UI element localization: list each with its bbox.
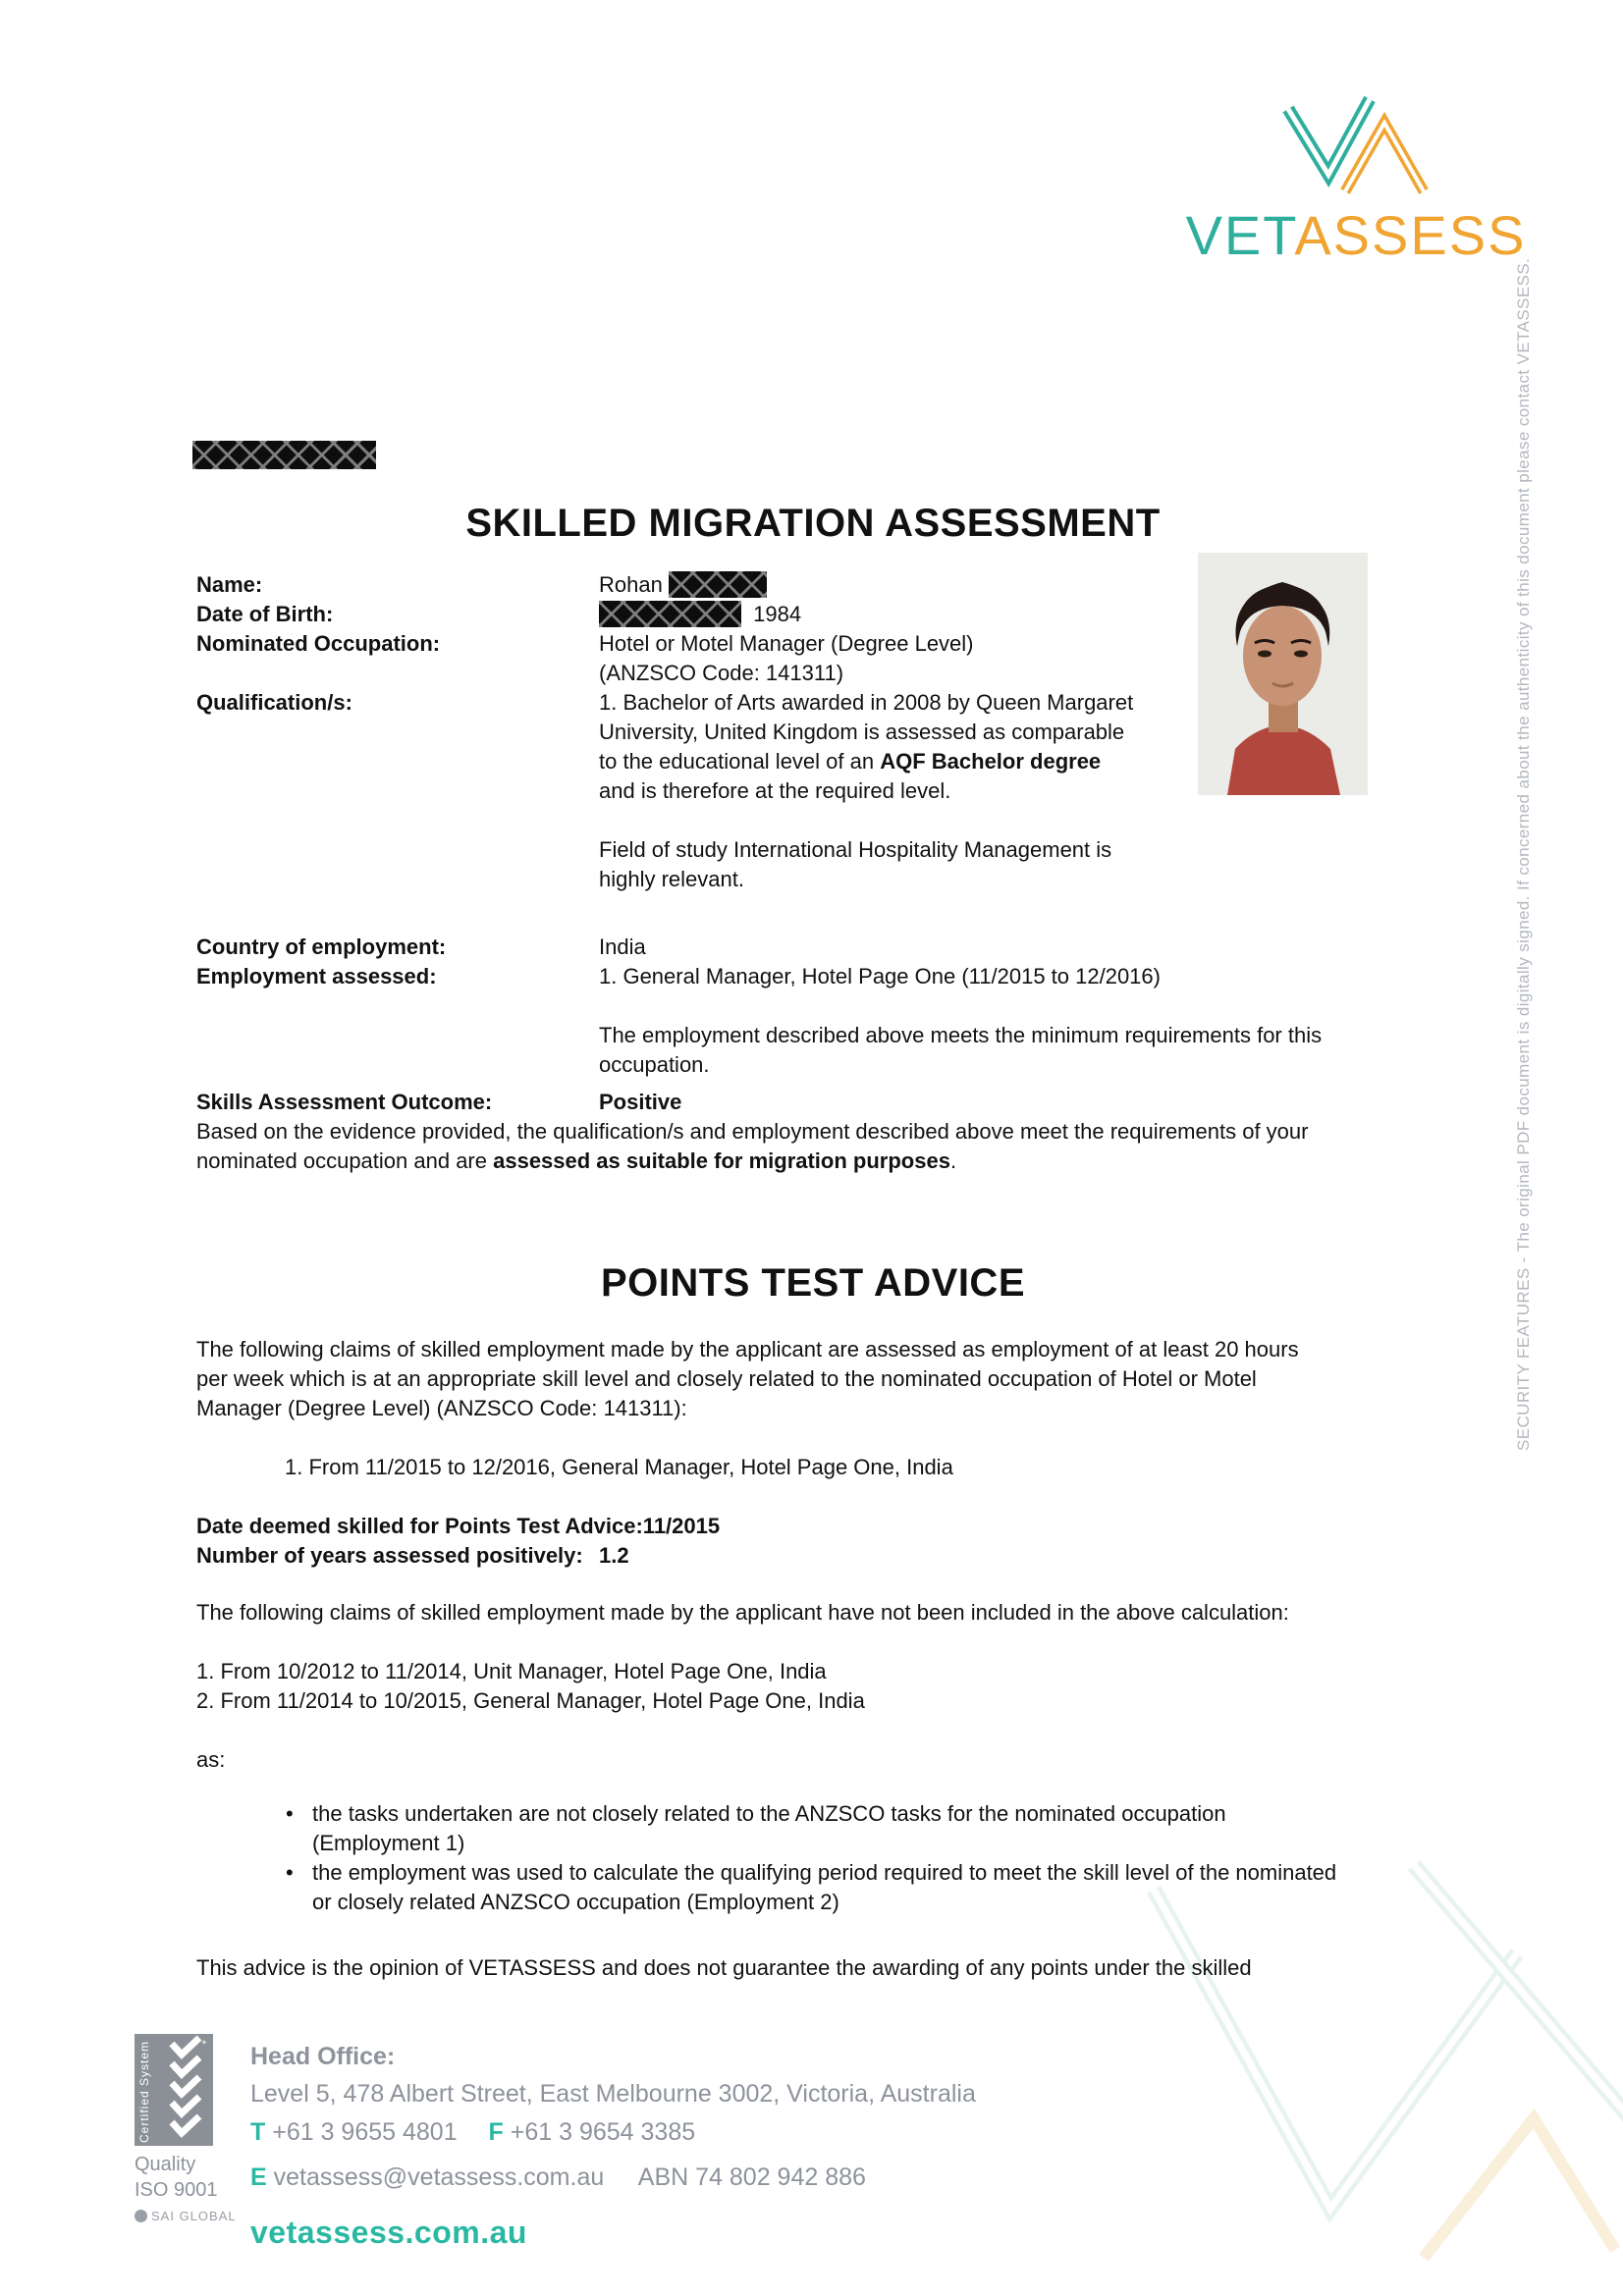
employment-note-text	[599, 1021, 1404, 1080]
security-features-sidebar: SECURITY FEATURES - The original PDF document is digitally signed. If concerned about the authenticity of this document please contact VETASSESS.	[1514, 257, 1533, 1451]
redacted-reference-block	[192, 441, 376, 469]
outcome-line2-bold: assessed as suitable for migration purposes	[493, 1148, 950, 1173]
cert-quality-label: Quality	[135, 2154, 196, 2175]
vetassess-logo-text	[1178, 206, 1534, 265]
phone-t-icon: T	[250, 2118, 266, 2146]
document-title: SKILLED MIGRATION ASSESSMENT	[465, 502, 1161, 545]
field-dob	[196, 600, 1404, 629]
points-summary	[196, 1512, 1404, 1571]
claim-included: 1. From 11/2015 to 12/2016, General Manager, Hotel Page One, India	[285, 1455, 953, 1479]
occupation-value	[599, 629, 1404, 688]
cert-sai-text: SAI GLOBAL	[151, 2209, 237, 2223]
bullet2-line1: • the employment was used to calculate the qualifying period required to meet the skill level of the nominated	[312, 1858, 1407, 1888]
outcome-value: Positive	[599, 1090, 682, 1114]
cert-sai-label	[135, 2209, 237, 2223]
email-address: vetassess@vetassess.com.au	[273, 2163, 605, 2191]
date-deemed-value: 11/2015	[642, 1514, 721, 1538]
date-deemed-label: Date deemed skilled for Points Test Advice:	[196, 1514, 643, 1538]
not-included-list	[196, 1657, 1404, 1716]
years-line	[196, 1541, 1404, 1571]
country-value: India	[599, 934, 646, 959]
outcome-line2-post: .	[949, 1148, 957, 1173]
not-included-item-2: 2. From 11/2014 to 10/2015, General Manager, Hotel Page One, India	[196, 1688, 865, 1713]
outcome-row	[196, 1088, 1404, 1117]
qualification-line1: 1. Bachelor of Arts awarded in 2008 by Queen Margaret	[599, 690, 1134, 715]
svg-text:+: +	[201, 2038, 207, 2049]
qualification-line3-pre: to the educational level of an	[599, 749, 881, 774]
outcome-line1: Based on the evidence provided, the qualification/s and employment described above meet the requirements of your	[196, 1119, 1309, 1144]
field-employment	[196, 962, 1404, 991]
svg-text:Certified System: Certified System	[137, 2040, 151, 2143]
bullet1-line2: (Employment 1)	[312, 1831, 465, 1855]
employment-note-line1: The employment described above meets the minimum requirements for this	[599, 1023, 1323, 1047]
email-line	[250, 2163, 866, 2192]
employment-label: Employment assessed:	[196, 964, 437, 988]
exclusion-reasons	[312, 1799, 1407, 1917]
iso-certification-logo	[135, 2034, 213, 2146]
pta-para1-line2: per week which is at an appropriate skill level and closely related to the nominated occupation of Hotel or Motel	[196, 1366, 1257, 1391]
field-of-study-line2: highly relevant.	[599, 867, 744, 891]
points-test-title: POINTS TEST ADVICE	[600, 1261, 1025, 1305]
outcome-line2-pre: nominated occupation and are	[196, 1148, 494, 1173]
abn-number: ABN 74 802 942 886	[637, 2163, 866, 2191]
redacted-name-block	[669, 571, 767, 598]
qualification-line3-bold: AQF Bachelor degree	[880, 749, 1102, 774]
employment-note-line2: occupation.	[599, 1052, 710, 1077]
bullet2-line2: or closely related ANZSCO occupation (Employment 2)	[312, 1890, 839, 1914]
points-test-paragraph1	[196, 1335, 1414, 1423]
qualification-line2: University, United Kingdom is assessed as comparable	[599, 720, 1125, 744]
field-name	[196, 570, 1404, 600]
dob-value	[599, 600, 1404, 629]
logo-assess: ASSESS	[1294, 204, 1527, 266]
not-included-item-1: 1. From 10/2012 to 11/2014, Unit Manager, Hotel Page One, India	[196, 1659, 827, 1683]
website-link: vetassess.com.au	[250, 2215, 527, 2250]
qualification-value	[599, 688, 1404, 894]
fax-f-number: +61 3 9654 3385	[510, 2118, 696, 2146]
not-included-intro: The following claims of skilled employment made by the applicant have not been included in the above calculation:	[196, 1600, 1289, 1625]
name-value-prefix: Rohan	[599, 572, 663, 597]
employment-note-spacer	[196, 1021, 599, 1080]
dob-label: Date of Birth:	[196, 602, 334, 626]
outcome-line2	[196, 1147, 1404, 1176]
phone-line	[250, 2117, 695, 2147]
bullet1-line1: • the tasks undertaken are not closely related to the ANZSCO tasks for the nominated occupation	[312, 1799, 1407, 1829]
applicant-fields	[196, 570, 1404, 894]
vetassess-logo-mark	[1273, 94, 1431, 202]
field-of-study-line1: Field of study International Hospitality Management is	[599, 837, 1112, 862]
head-office-address: Level 5, 478 Albert Street, East Melbourne 3002, Victoria, Australia	[250, 2080, 976, 2108]
outcome-label: Skills Assessment Outcome:	[196, 1090, 493, 1114]
occupation-line1: Hotel or Motel Manager (Degree Level)	[599, 631, 974, 656]
qualification-line4: and is therefore at the required level.	[599, 778, 951, 803]
redacted-dob-block	[599, 601, 741, 627]
pta-para1-line3: Manager (Degree Level) (ANZSCO Code: 141311):	[196, 1396, 687, 1420]
country-label: Country of employment:	[196, 934, 447, 959]
field-occupation	[196, 629, 1404, 688]
field-qualification	[196, 688, 1404, 894]
phone-t-number: +61 3 9655 4801	[272, 2118, 458, 2146]
qualification-line3	[599, 747, 1404, 776]
date-deemed-line	[196, 1512, 1404, 1541]
logo-vet: VET	[1185, 204, 1295, 266]
employment-block	[196, 933, 1404, 1080]
pta-para1-line1: The following claims of skilled employment made by the applicant are assessed as employment of at least 20 hours	[196, 1337, 1299, 1362]
disclaimer-line: This advice is the opinion of VETASSESS and does not guarantee the awarding of any points under the skilled	[196, 1955, 1252, 1980]
field-country	[196, 933, 1404, 962]
qualification-label: Qualification/s:	[196, 690, 352, 715]
occupation-label: Nominated Occupation:	[196, 631, 441, 656]
cert-iso-label: ISO 9001	[135, 2179, 218, 2201]
email-e-icon: E	[250, 2163, 267, 2191]
years-label: Number of years assessed positively:	[196, 1543, 583, 1568]
outcome-block	[196, 1088, 1404, 1176]
dob-value-year: 1984	[753, 602, 802, 626]
name-value	[599, 570, 1404, 600]
employment-note	[196, 1021, 1404, 1080]
employment-value: 1. General Manager, Hotel Page One (11/2015 to 12/2016)	[599, 964, 1161, 988]
name-label: Name:	[196, 572, 263, 597]
head-office-label: Head Office:	[250, 2043, 396, 2070]
fax-f-icon: F	[488, 2118, 504, 2146]
sai-globe-icon	[135, 2210, 147, 2222]
occupation-line2: (ANZSCO Code: 141311)	[599, 661, 844, 685]
bullet-item-2	[312, 1858, 1407, 1917]
as-label: as:	[196, 1747, 226, 1772]
bullet-item-1	[312, 1799, 1407, 1858]
years-value: 1.2	[599, 1543, 629, 1568]
